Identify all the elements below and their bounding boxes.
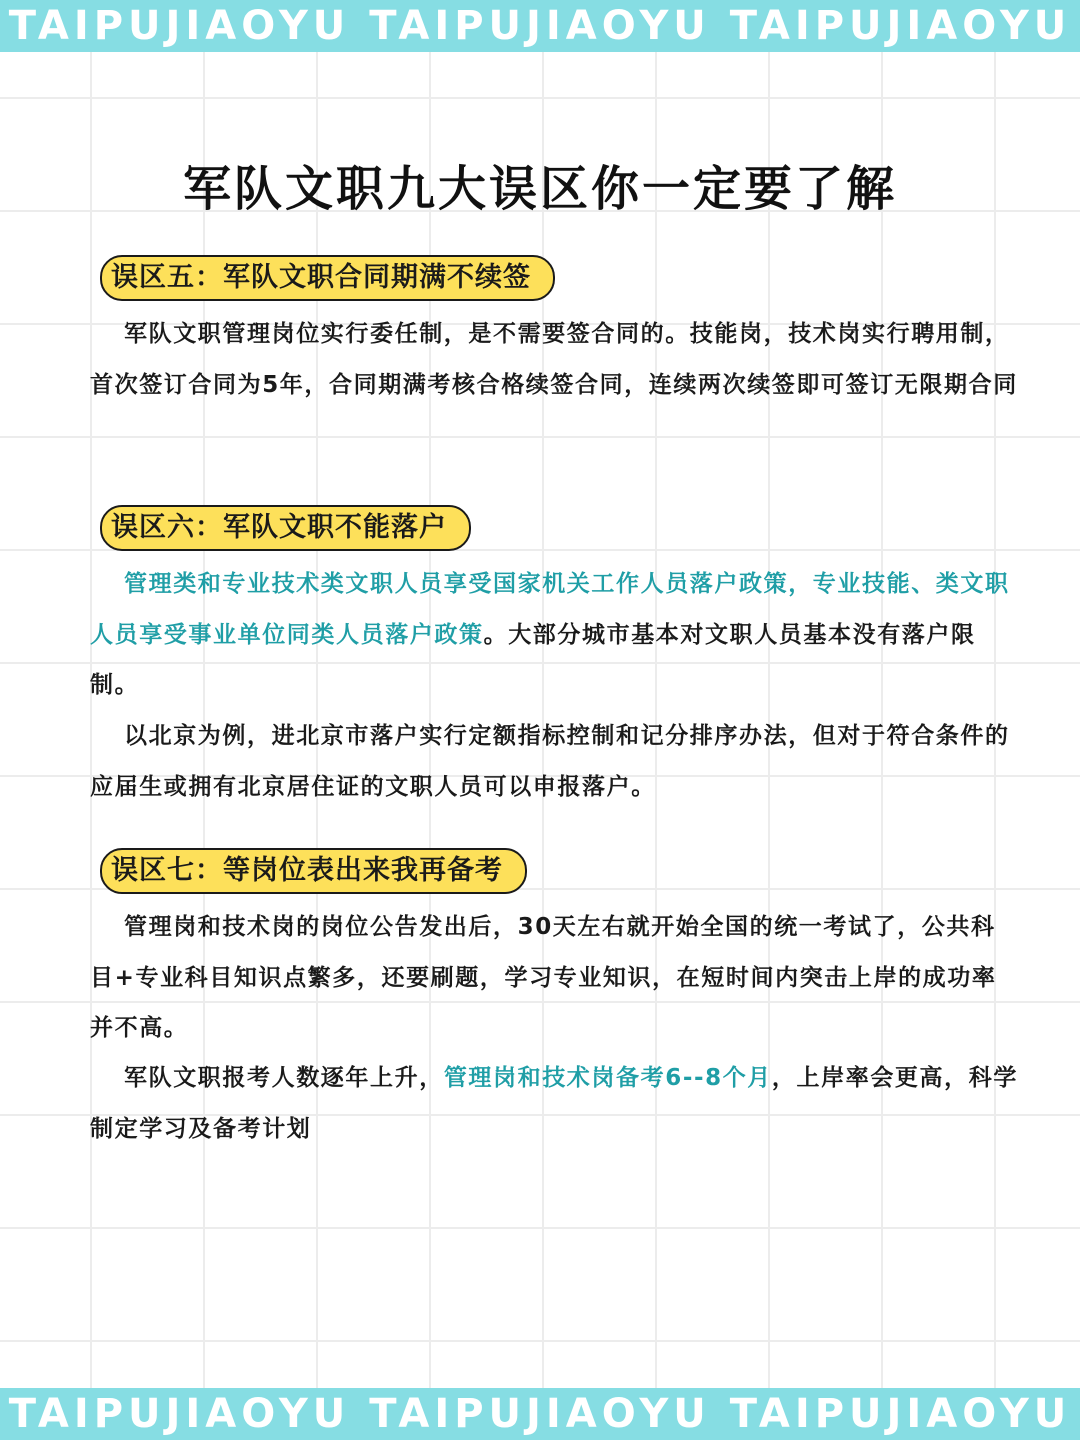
section-heading-7: 误区七：等岗位表出来我再备考 (100, 848, 527, 894)
section-heading-6: 误区六：军队文职不能落户 (100, 505, 471, 551)
bottom-banner (0, 1388, 1080, 1440)
section-6-paragraph-2: 以北京为例，进北京市落户实行定额指标控制和记分排序办法，但对于符合条件的应届生或拥有北京居住证的文职人员可以申报落户。 (90, 723, 1010, 800)
top-banner (0, 0, 1080, 52)
page-title: 军队文职九大误区你一定要了解 (182, 161, 897, 217)
paragraph-text: 军队文职报考人数逐年上升， (124, 1065, 444, 1091)
section-5-paragraph: 军队文职管理岗位实行委任制，是不需要签合同的。技能岗，技术岗实行聘用制，首次签订合同为5年，合同期满考核合格续签合同，连续两次续签即可签订无限期合同 (90, 321, 1018, 398)
paragraph-text: ，上岸率会更高，科学制定学习及备考计划 (90, 1065, 1018, 1142)
section-heading-5: 误区五：军队文职合同期满不续签 (100, 255, 555, 301)
bottom-banner-text: TAIPUJIAOYU TAIPUJIAOYU TAIPUJIAOYU (8, 1391, 1072, 1437)
highlight-text: 管理类和专业技术类文职人员享受国家机关工作人员落户政策，专业技能、类文职人员享受事业单位同类人员落户政策 (90, 571, 1010, 648)
paragraph-text: 。大部分城市基本对文职人员基本没有落户限制。 (90, 621, 976, 698)
top-banner-text: TAIPUJIAOYU TAIPUJIAOYU TAIPUJIAOYU (8, 3, 1072, 49)
highlight-text: 管理岗和技术岗备考6--8个月 (443, 1065, 772, 1091)
section-7-paragraph-2 (90, 1053, 1020, 1154)
section-7-paragraph-1: 管理岗和技术岗的岗位公告发出后，30天左右就开始全国的统一考试了，公共科目+专业科目知识点繁多，还要刷题，学习专业知识，在短时间内突击上岸的成功率并不高。 (90, 914, 997, 1041)
section-6-paragraph-1 (90, 559, 1020, 711)
